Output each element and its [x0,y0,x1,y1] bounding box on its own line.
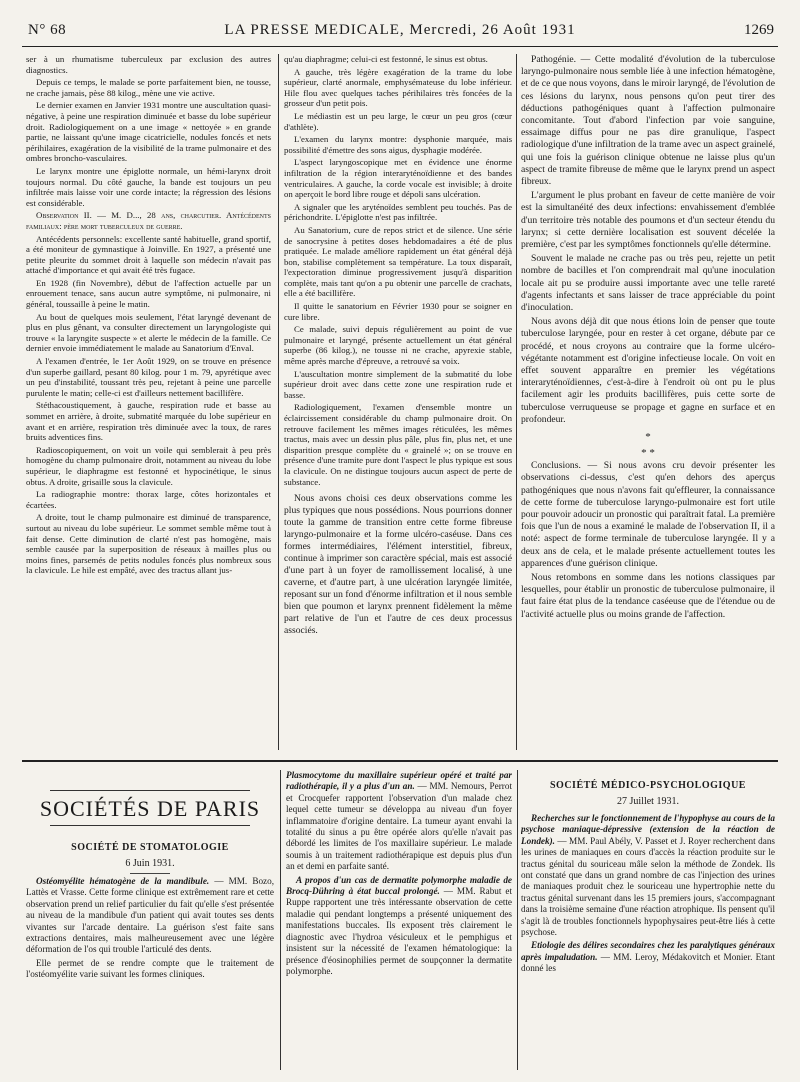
paragraph: Stéthacoustiquement, à gauche, respiration rude et basse au sommet en arrière, à droite, submatité marquée du lobe supérieur en avant et en arrière, respiration très diminuée avec la toux, de rares bruits adventices fins. [26,400,271,443]
paragraph: Depuis ce temps, le malade se porte parfaitement bien, ne tousse, ne crache jamais, pèse 88 kilog., mène une vie active. [26,77,271,98]
paragraph: Radiologiquement, l'examen d'ensemble montre un éclaircissement considérable du champ pulmonaire droit. On retrouve facilement les mêmes images réticulées, les mêmes tractus, mais avec un dessin plus pâle, plus fin, plus net, et une disparition presque complète du « grainelé »; on se trouve en présence d'une tramite pure dont l'aspect le plus typique est sous la clavicule. On ne distingue toujours aucun aspect de perte de substance. [284,402,512,487]
paragraph: Le larynx montre une épiglotte normale, un hémi-larynx droit toujours normal. Du côté gauche, la bande est toujours un peu infiltrée mais laisse voir une corde intacte; la régression des lésions est considérable. [26,165,271,208]
report-body: — MM. Leroy, Médakovitch et Monier. Etant donné les [521,951,775,974]
paragraph: Le médiastin est un peu large, le cœur un peu gros (cœur d'athlète). [284,110,512,132]
report-body: — MM. Rabut et Ruppe rapportent une très intéressante observation de cette maladie qui pendant longtemps a présenté uniquement des manifestations buccales. Ils exposent très clairement le diagnostic avec l'hydroa vésiculeux et le pemphigus et insistent sur la nécessité de l'examen hématologique: la présence d'éosinophilies permet de soupçonner la dermatite polymorphe. [286,886,512,976]
column-divider [278,54,279,750]
medico-psychological-reports [521,813,775,1063]
journal-title: LA PRESSE MEDICALE, Mercredi, 26 Août 1931 [224,22,576,38]
report-title: Recherches sur le fonctionnement de l'hypophyse au cours de la psychose maniaque-dépressive (extension de la réaction de Londek). [521,813,775,846]
page-header [22,18,778,47]
paragraph: Ce malade, suivi depuis régulièrement au point de vue pulmonaire et laryngé, présente actuellement un état général superbe (86 kilog.), ne tousse ni ne crache, apyrexie stable, même après marche d'épreuve, a retrouvé sa voix. [284,324,512,367]
column-divider [280,770,281,1070]
column-divider [517,770,518,1070]
section-break-stars: * * [641,447,655,460]
section-separator [22,760,778,762]
paragraph: Au Sanatorium, cure de repos strict et de silence. Une série de sanocrysine à petites doses hebdomadaires a été de plus pratiquée. Le malade améliore rapidement un état général déjà bon, stabilise complètement sa température. La toux disparaît, l'expectoration diminue progressivement jusqu'à disparition complète, mais tant qu'on a pu obtenir une parcelle de crachats, elle a été bacillifère. [284,224,512,299]
paragraph: qu'au diaphragme; celui-ci est festonné, le sinus est obtus. [284,54,488,64]
paragraph: Nous retombons en somme dans les notions classiques par lesquelles, pour établir un pronostic de tuberculose pulmonaire, il faut faire état plus de la tendance caséeuse que de l'étendue ou de l'activité actuelle plus ou moins grande de l'affection. [521,571,775,620]
conclusions-paragraph: Conclusions. — Si nous avons cru devoir présenter les observations ci-dessus, c'est qu'en dehors des aperçus pathogéniques que nous n'avons fait qu'effleurer, la connaissance de cette forme de tuberculose laryngo-pulmonaire est fort utile pour pouvoir adoucir un pronostic qui paraîtrait fatal. La première fois que l'un de nous a examiné le malade de l'observation II, il a noté: aspect de forme terminale de tuberculose laryngée. Il y a deux ans de cela, et le malade présente actuellement toutes les apparences d'une guérison clinique. [521,460,775,569]
paragraph: La radiographie montre: thorax large, côtes horizontales et écartées. [26,489,271,510]
paragraph: Au bout de quelques mois seulement, l'état laryngé devenant de plus en plus gênant, va consulter directement un laryngologiste qui trouve « la laryngite suspecte » et alerte le médecin de la famille. Ce dernier envoie immédiatement le malade au Sanatorium d'Enval. [26,311,271,354]
pathogenie-paragraph: Pathogénie. — Cette modalité d'évolution de la tuberculose laryngo-pulmonaire nous semble liée à une infection hématogène, et de ce que nous voyons, dans le miroir laryngé, de l'évolution de ces lésions du larynx, nous pensons qu'on peut tirer des déductions pathogéniques quant à l'affection pulmonaire concomitante. Tout d'abord l'infection par voie sanguine, essaimage diffus pour ne pas dire granulique, l'aspect radiologique d'une infiltration de la trame avec un aspect grainelé, qui une fois la guérison clinique obtenue ne laisse plus qu'un aspect de tramite fibreuse de même que le larynx prend un aspect fibreux. [521,54,775,188]
paragraph: A droite, tout le champ pulmonaire est diminué de transparence, surtout au niveau du lobe supérieur. Le sommet semble même tout à fait dense. Cette diminution de clarté n'est pas homogène, mais semble causée par la superposition de réseaux à mailles plus ou moins fines, parsemés de petits nodules foncés plus nombreux sous la clavicule. Le hile est empâté, avec des tractus allant jus- [26,512,271,576]
observation-heading: Observation II. — M. D..., 28 ans, charcutier. Antécédents familiaux: père mort tuberculeux de guerre. [26,210,271,231]
paragraph: Il quitte le sanatorium en Février 1930 pour se soigner en cure libre. [284,301,512,322]
report-title: Plasmocytome du maxillaire supérieur opéré et traité par radiothérapie, il y a plus d'un an. [286,770,512,792]
report-body: — MM. Bozo, Lattès et Vrasse. Cette forme clinique est extrêmement rare et cette observation prend un relief particulier du fait qu'elle s'est présentée au niveau de la mandibule d'un patient qui avait toutes ses dents vivantes sur l'arcade dentaire. La guérison s'est faite sans extractions dentaires, mais malheureusement avec une légère déformation de l'os qui trouble l'articulé des dents. [26,876,274,955]
report-title: A propos d'un cas de dermatite polymorphe maladie de Brocq-Dühring à état buccal prolongé. [286,874,512,897]
column-divider [516,54,517,750]
societies-title: SOCIÉTÉS DE PARIS [39,796,261,821]
paragraph: Nous avons déjà dit que nous étions loin de penser que toute tuberculose laryngée, pour en rester à cet organe, débute par ce procédé, et nous croyons au contraire que la forme ulcéro-végétante notamment est d'origine infectieuse locale. On voit en effet souvent apparaître en premier les végétations interaryténoïdiennes, c'est-à-dire à l'endroit où ont pu le plus facilement agir les produits bacillifères, puis cette sorte de tuberculose verruqueuse se propage et gagne en surface et en profondeur. [521,316,775,425]
paragraph: A gauche, très légère exagération de la trame du lobe supérieur, clarté anormale, emphysémateuse du lobe inférieur. Hile flou avec quelques taches périhilaires très foncées de la grosseur d'un petit pois. [284,66,512,109]
paragraph: L'aspect laryngoscopique met en évidence une énorme infiltration de la région interaryténoïdienne et des bandes ventriculaires. A gauche, la corde vocale est invisible; à droite on aperçoit le bord libre rouge et dépoli sans ulcération. [284,157,512,200]
report-body: Elle permet de se rendre compte que le traitement de l'ostéomyélite varie suivant les formes cliniques. [26,957,274,980]
stomatology-reports-continued [286,770,512,1060]
report-title: Ostéomyélite hématogène de la mandibule. [36,876,210,886]
section-break-star: * [645,431,651,444]
paragraph: Le dernier examen en Janvier 1931 montre une auscultation quasi-négative, à peine une respiration diminuée et basse du lobe supérieur droit. Radiologiquement on a une image « nettoyée » en grande partie, ne laissant qu'une image cicatricielle, nodules foncés et nets périhilaires, exagération de la visibilité de la trame pulmonaire et des ombres broncho-vasculaires. [26,100,271,164]
stomatology-reports [26,876,274,1036]
paragraph: Souvent le malade ne crache pas ou très peu, rejette un petit nombre de bacilles et l'on comprendrait mal qu'une inoculation locale ait pu se produire aussi importante avec une telle rareté d'agents infectants et sans laisser de trace appréciable du point d'inoculation. [521,253,775,314]
paragraph: A signaler que les aryténoïdes semblent peu touchés. Pas de périchondrite. L'épiglotte n'est pas infiltrée. [284,201,512,223]
paragraph: Nous avons choisi ces deux observations comme les plus typiques que nous possédions. Nous pourrions donner toute la gamme de transition entre cette forme fibreuse laryngo-pulmonaire et la forme ulcéro-caséuse. Dans ces formes intermédiaires, l'élément interstitiel, fibreux, continue à imprimer son caractère spécial, mais est associé d'une part à un foyer de ramollissement localisé, à une caverne, et d'autre part, à une ulcération laryngée limitée, reposant sur un fond d'énorme infiltration et il nous semble bien que poumon et larynx prennent fidèlement la même part relative de l'un et l'autre de ces deux processus associés. [284,493,512,637]
stomatology-meeting-date: 6 Juin 1931. [125,858,175,869]
medico-psychological-meeting-date: 27 Juillet 1931. [617,796,679,807]
report-body: — MM. Nemours, Perrot et Crocquefer rapportent l'observation d'un malade chez lequel cette tumeur se développa au niveau d'un foyer inflammatoire d'origine dentaire. La tumeur ayant envahi la totalité du sinus a pu être opérée alors qu'elle n'avait pas débordé les limites de l'os maxillaire supérieur. Le malade soumis à un traitement radiothérapique est depuis plus d'un an et demi en parfaite santé. [286,781,512,872]
report-title: Etiologie des délires secondaires chez les paralytiques généraux après impaludation. [521,940,775,962]
paragraph: L'argument le plus probant en faveur de cette manière de voir est la simultanéité des deux infections: envahissement d'emblée d'un territoire très notable des poumons et d'un secteur étendu du larynx; si cette dernière localisation est souvent décelée la première, c'est par les symptômes fonctionnels qu'elle détermine. [521,190,775,251]
article-column-1 [26,54,271,750]
page-number: 1269 [744,22,774,38]
medico-psychological-society-title: SOCIÉTÉ MÉDICO-PSYCHOLOGIQUE [550,780,746,791]
paragraph: A l'examen d'entrée, le 1er Août 1929, on se trouve en présence d'un superbe gaillard, pesant 80 kilog. pour 1 m. 79, apyrétique avec un peu d'instabilité, toussant très peu, rejetant à peine une parcelle purulente le matin; celle-ci est d'ailleurs nettement bacillifère. [26,356,271,398]
paragraph: En 1928 (fin Novembre), début de l'affection actuelle par un enrouement tenace, sans aucun autre symptôme, ni pulmonaire, ni général, toussaille à peine le matin. [26,277,271,310]
paragraph: Antécédents personnels: excellente santé habituelle, grand sportif, a été moniteur de gymnastique à Joinville. En 1927, a présenté une petite pleurite du sommet droit à laquelle son médecin n'avait pas attaché d'importance et qui avait été très fugace. [26,233,271,276]
paragraph: ser à un rhumatisme tuberculeux par exclusion des autres diagnostics. [26,54,271,75]
title-rule-bottom [50,825,250,826]
article-column-3 [521,54,775,750]
report-body: — MM. Paul Abély, V. Passet et J. Royer recherchent dans les urines de maniaques en cours d'accès la réaction produite sur le tractus génital du souriceau mâle selon la méthode de Zondek. Ils ont constaté que dans un grand nombre de cas l'injection des urines de maniaques produit chez le souriceau une hypertrophie nette du tractus génital survenant dans les 15 premiers jours, s'accompagnant dans la troisième semaine d'une réaction atrophique. Ils pensent qu'il s'agit là de troubles fonctionnels hypophysaires peut-être liés à cette psychose. [521,835,775,938]
article-column-2 [284,54,512,750]
issue-number: N° 68 [28,22,67,38]
title-rule-top [50,790,250,791]
paragraph: L'auscultation montre simplement de la submatité du lobe supérieur droit avec dans cette zone une respiration rude et basse. [284,368,512,400]
paragraph: Radioscopiquement, on voit un voile qui semblerait à peu près homogène du champ pulmonaire droit, notamment au niveau du lobe supérieur, le diaphragme est festonné et hypocinétique, le sinus obtus. A droite, grisaille sous la clavicule. [26,444,271,487]
short-rule [130,873,170,874]
paragraph: L'examen du larynx montre: dysphonie marquée, mais possibilité d'émettre des sons aigus, dysphagie modérée. [284,134,512,155]
stomatology-society-title: SOCIÉTÉ DE STOMATOLOGIE [71,842,229,853]
